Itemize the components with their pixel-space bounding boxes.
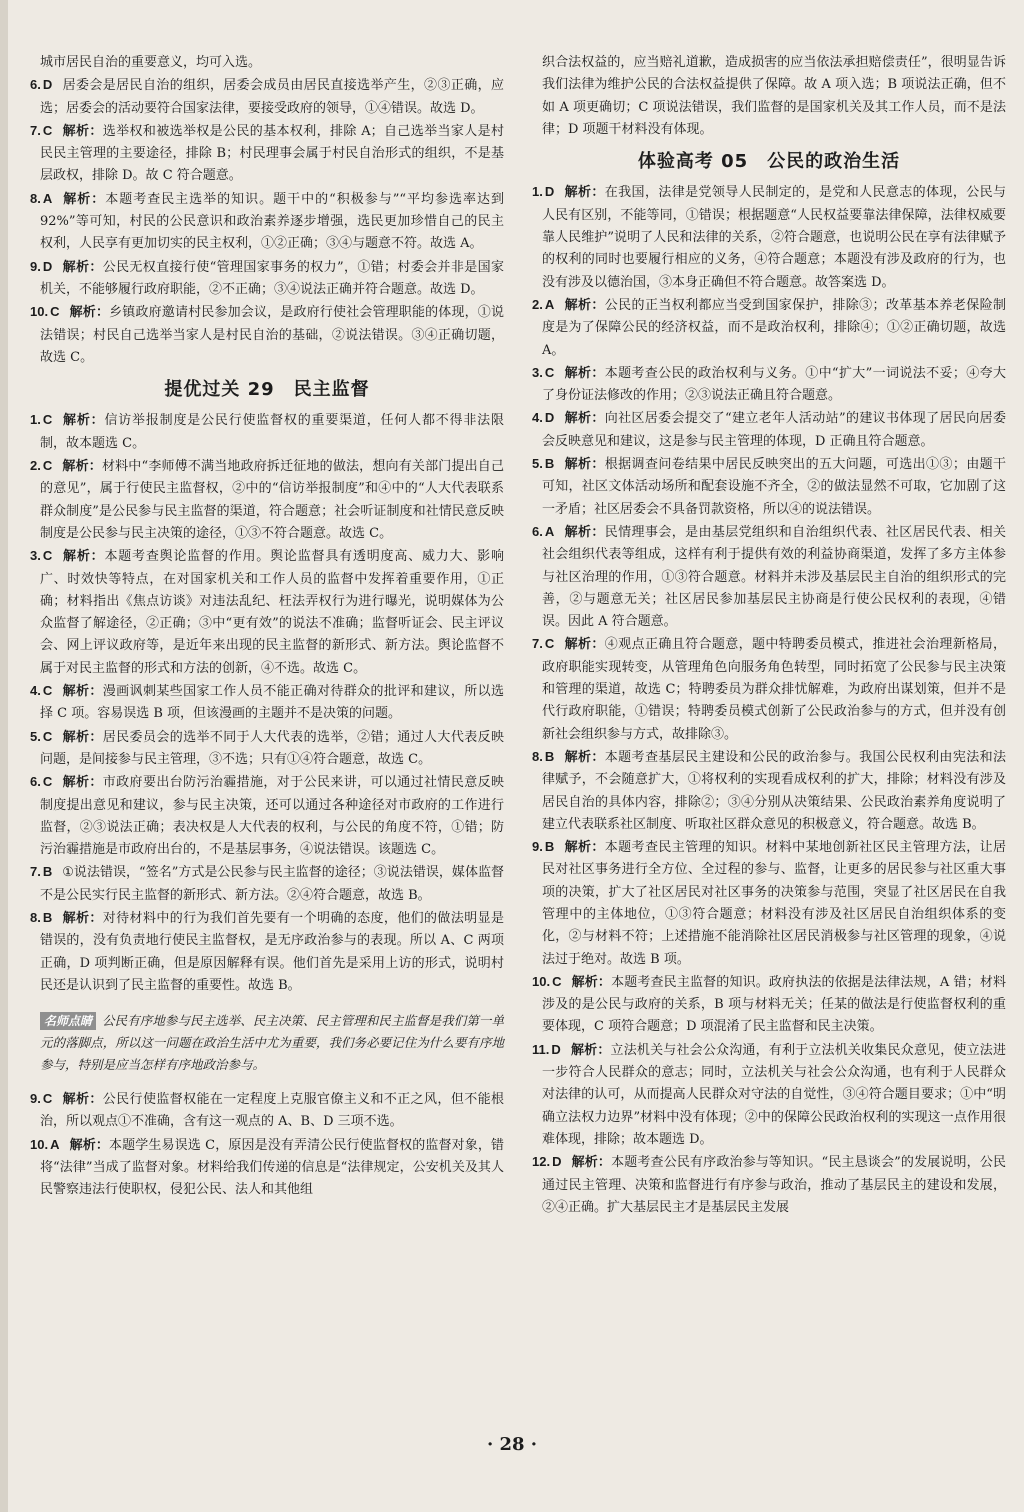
analysis-label: 解析：	[62, 549, 105, 565]
analysis-text: 本题考查民主监督的知识。政府执法的依据是法律法规，A 错；材料涉及的是公民与政府的关系，B 项与材料无关；任某的做法是行使监督权利的重要体现，C 项符合题意；D 项混淆了民主监督和民主决策。	[542, 974, 1006, 1035]
analysis-text: 本题考查民主管理的知识。材料中某地创新社区民主管理方法，让居民对社区事务进行全方位、全过程的参与、监督，让更多的居民参与社区重大事项的决策，扩大了社区居民对社区事务的决策参与范围，突显了社区居民在自我管理中的主体地位，①③符合题意；材料没有涉及社区居民自治组织体系的变化，②与材料不符；上述措施不能消除社区居民消极参与社区管理的现象，④说法过于绝对。故选 B 项。	[542, 840, 1006, 967]
analysis-text: 信访举报制度是公民行使监督权的重要渠道，任何人都不得非法限制，故本题选 C。	[40, 413, 504, 451]
answer-letter: D	[42, 77, 53, 93]
analysis-text: 民情理事会，是由基层党组织和自治组织代表、社区居民代表、相关社会组织代表等组成，这样有利于提供有效的利益协商渠道，发挥了多方主体参与社区治理的作用，①③符合题意。材料并未涉及基层民主自治的组织形式的完善，②与题意无关；社区居民参加基层民主协商是行使公民权利的表现，④错误。因此 A 符合题意。	[542, 524, 1006, 630]
teacher-tip	[30, 1010, 504, 1076]
answer-item	[30, 907, 504, 997]
item-number: 2.	[30, 458, 41, 474]
right-column	[532, 52, 1006, 1219]
analysis-label: 解析：	[571, 974, 612, 990]
section-title: 提优过关 29 民主监督	[164, 379, 370, 401]
answer-item	[532, 181, 1006, 293]
analysis-label: 解析：	[62, 459, 102, 475]
analysis-label: 解析：	[564, 840, 605, 856]
answer-letter: A	[544, 296, 555, 312]
answer-letter: D	[544, 184, 555, 200]
answer-letter: A	[42, 190, 53, 206]
analysis-label: 解析：	[564, 749, 605, 765]
analysis-label: 解析：	[62, 413, 105, 429]
answer-item	[30, 545, 504, 680]
binding-edge	[0, 0, 8, 1512]
left-column	[30, 52, 504, 1202]
analysis-label: 解析：	[62, 191, 106, 207]
item-number: 11.	[532, 1041, 550, 1057]
item-number: 7.	[532, 636, 543, 652]
answer-letter: C	[42, 683, 53, 699]
answer-item	[532, 971, 1006, 1039]
analysis-text: 居民委员会的选举不同于人大代表的选举，②错；通过人大代表反映问题，是间接参与民主管理，③不选；只有①④符合题意，故选 C。	[40, 729, 504, 767]
analysis-text: 漫画讽刺某些国家工作人员不能正确对待群众的批评和建议，所以选择 C 项。容易误选 B 项，但该漫画的主题并不是决策的问题。	[40, 684, 504, 722]
analysis-label: 解析：	[62, 910, 103, 926]
analysis-text: 市政府要出台防污治霾措施，对于公民来讲，可以通过社情民意反映制度提出意见和建议，参与民主决策，还可以通过各种途径对市政府的工作进行监督，②③说法正确；表决权是人大代表的权利，与公民的角度不符，①错；防污治霾措施是市政府出台的，不是基层事务，④说法错误。该题选 C。	[40, 775, 504, 858]
analysis-label: 解析：	[564, 637, 605, 653]
analysis-text: 居委会是居民自治的组织，居委会成员由居民直接选举产生，②③正确，应选；居委会的活动要符合国家法律，要接受政府的领导，①④错误。故选 D。	[40, 78, 504, 116]
analysis-label: 解析：	[62, 1092, 103, 1108]
analysis-text: 选举权和被选举权是公民的基本权利，排除 A；自己选举当家人是村民民主管理的主要途径，排除 B；村民理事会属于村民自治形式的组织，不是基层政权，排除 D。故 C 符合题意。	[40, 123, 504, 184]
item-number: 9.	[30, 1091, 41, 1107]
analysis-label: 解析：	[69, 1137, 109, 1153]
item-number: 1.	[532, 184, 543, 200]
answer-letter: B	[42, 864, 53, 880]
analysis-text: 根据调查问卷结果中居民反映突出的五大问题，可选出①③；由题干可知，社区文体活动场所和配套设施不齐全，②的做法显然不可取，它加剧了这一矛盾；社区居委会不具备罚款资格，所以④的说法错误。	[542, 457, 1006, 517]
item-number: 5.	[30, 728, 41, 744]
analysis-text: 乡镇政府邀请村民参加会议，是政府行使社会管理职能的体现，①说法错误；村民自己选举当家人是村民自治的基础，②说法错误。③④正确切题，故选 C。	[40, 305, 504, 365]
answer-letter: B	[544, 456, 555, 472]
answer-item	[532, 746, 1006, 836]
item-number: 3.	[30, 548, 41, 564]
item-number: 7.	[30, 122, 41, 138]
analysis-text: 本题考查基层民主建设和公民的政治参与。我国公民权利由宪法和法律赋予，不会随意扩大，①将权利的实现看成权利的扩大，排除；材料没有涉及居民自治的具体内容，排除②；③④分别从决策结果、公民政治素养角度说明了建立代表联系社区制度、听取社区群众意见的积极意义，符合题意。故选 B。	[542, 749, 1006, 832]
answer-letter: B	[544, 748, 555, 764]
analysis-label: 解析：	[571, 1155, 612, 1171]
analysis-label: 解析：	[62, 729, 103, 745]
analysis-label: 解析：	[62, 775, 103, 791]
answer-item	[532, 362, 1006, 408]
answer-item	[30, 409, 504, 455]
item-number: 2.	[532, 296, 543, 312]
analysis-text: 本题学生易误选 C，原因是没有弄清公民行使监督权的监督对象，错将“法律”当成了监督对象。材料给我们传递的信息是“法律规定，公安机关及其人民警察违法行使职权，侵犯公民、法人和其他组	[40, 1137, 504, 1198]
analysis-text: 公民的正当权利都应当受到国家保护，排除③；改革基本养老保险制度是为了保障公民的经济权益，而不是政治权利，排除④；①②正确切题，故选 A。	[542, 297, 1006, 358]
continued-text: 织合法权益的，应当赔礼道歉，造成损害的应当依法承担赔偿责任”，很明显告诉我们法律为维护公民的合法权益提供了保障。故 A 项入选；B 项说法正确，但不如 A 项更确切；C 项说法错误，我们监督的是国家机关及其工作人员，而不是法律；D 项题干材料没有体现。	[542, 55, 1006, 137]
tip-text: 公民有序地参与民主选举、民主决策、民主管理和民主监督是我们第一单元的落脚点，所以这一问题在政治生活中尤为重要，我们务必要记住为什么要有序地参与，特别是应当怎样有序地政治参与。	[40, 1012, 504, 1072]
answer-item	[30, 455, 504, 545]
analysis-text: 在我国，法律是党领导人民制定的，是党和人民意志的体现，公民与人民有区别，不能等同，①错误；根据题意“人民权益要靠法律保障，法律权威要靠人民维护”说明了人民和法律的关系，②符合题意，也说明公民在享有法律赋予的权利的同时也要履行相应的义务，④符合题意；本题没有涉及政府的行为，也没有涉及以德治国，③本身正确但不符合题意。故答案选 D。	[542, 185, 1006, 290]
answer-item	[532, 836, 1006, 971]
answer-item	[30, 861, 504, 907]
answer-letter: C	[50, 304, 60, 320]
item-number: 12.	[532, 1154, 551, 1170]
item-number: 9.	[532, 839, 543, 855]
analysis-label: 解析：	[564, 185, 605, 201]
answer-item	[30, 120, 504, 188]
answer-item	[30, 188, 504, 256]
item-number: 3.	[532, 364, 543, 380]
answer-item	[532, 407, 1006, 453]
section-title: 体验高考 05 公民的政治生活	[637, 151, 901, 173]
analysis-label: 解析：	[564, 365, 605, 381]
item-number: 8.	[30, 190, 41, 206]
item-number: 10.	[532, 973, 551, 989]
item-number: 6.	[30, 77, 41, 93]
answer-letter: A	[50, 1136, 60, 1152]
answer-letter: C	[544, 636, 555, 652]
answer-item	[30, 256, 504, 302]
answer-item	[532, 1151, 1006, 1219]
item-number: 5.	[532, 456, 543, 472]
analysis-text: ④观点正确且符合题意，题中特聘委员模式，推进社会治理新格局，政府职能实现转变，从管理角色向服务角色转型，同时拓宽了公民参与民主决策和管理的渠道，故选 C；特聘委员为群众排忧解难，为政府出谋划策，但并不是代行政府职能，①错误；特聘委员模式创新了公民政治参与的方式，但并没有创新社会组织参与方式，故排除③。	[542, 637, 1006, 742]
analysis-label: 解析：	[564, 297, 605, 313]
answer-item	[30, 680, 504, 726]
analysis-label: 解析：	[564, 411, 605, 427]
analysis-label: 解析：	[564, 457, 605, 473]
item-number: 6.	[532, 523, 543, 539]
item-number: 8.	[532, 748, 543, 764]
analysis-text: 向社区居委会提交了“建立老年人活动站”的建议书体现了居民向居委会反映意见和建议，这是参与民主管理的体现，D 正确且符合题意。	[542, 411, 1006, 449]
answer-letter: B	[42, 909, 53, 925]
page-number: · 28 ·	[486, 1434, 538, 1455]
analysis-label: 解析：	[62, 259, 103, 275]
analysis-text: ①说法错误，“签名”方式是公民参与民主监督的途径；③说法错误，媒体监督不是公民实行民主监督的新形式、新方法。②④符合题意，故选 B。	[40, 865, 504, 903]
answer-letter: D	[544, 410, 555, 426]
answer-item	[30, 1088, 504, 1134]
answer-letter: B	[544, 839, 555, 855]
answer-letter: C	[552, 973, 562, 989]
item-number: 10.	[30, 304, 49, 320]
analysis-label: 解析：	[564, 524, 605, 540]
answer-letter: D	[552, 1154, 562, 1170]
answer-letter: C	[42, 1091, 53, 1107]
answer-letter: C	[42, 122, 53, 138]
analysis-text: 材料中“李师傅不满当地政府拆迁征地的做法，想向有关部门提出自己的意见”，属于行使民主监督权，②中的“信访举报制度”和④中的“人大代表联系群众制度”是公民参与民主监督的渠道，符合题意；社会听证制度和社情民意反映制度是公民参与民主决策的途径，①③不符合题意。故选 C。	[40, 459, 504, 541]
analysis-text: 公民无权直接行使“管理国家事务的权力”，①错；村委会并非是国家机关，不能够履行政府职能，②不正确；③④说法正确并符合题意。故选 D。	[40, 259, 504, 297]
answer-item	[30, 301, 504, 369]
answer-letter: D	[42, 258, 53, 274]
item-number: 1.	[30, 412, 41, 428]
answer-letter: D	[551, 1041, 561, 1057]
analysis-text: 对待材料中的行为我们首先要有一个明确的态度，他们的做法明显是错误的，没有负责地行使民主监督权，是无序政治参与的表现。所以 A、C 两项正确，D 项判断正确，但是原因解释有误。他们首先是采用上访的形式，说明村民还是认识到了民主监督的重要性。故选 B。	[40, 910, 504, 993]
item-number: 6.	[30, 774, 41, 790]
item-number: 8.	[30, 909, 41, 925]
analysis-text: 本题考查民主选举的知识。题干中的“积极参与”“平均参选率达到 92%”等可知，村民的公民意识和政治素养逐步增强，选民更加珍惜自己的民主权利，人民享有更加切实的民主权利，①②正确；③④与题意不符。故选 A。	[40, 191, 504, 252]
analysis-label: 解析：	[69, 305, 110, 321]
answer-item	[30, 726, 504, 772]
answer-item	[532, 521, 1006, 633]
item-number: 4.	[30, 683, 41, 699]
analysis-label: 解析：	[62, 123, 103, 139]
answer-letter: C	[42, 728, 53, 744]
item-number: 7.	[30, 864, 41, 880]
analysis-label: 解析：	[570, 1042, 611, 1058]
answer-letter: C	[42, 548, 53, 564]
answer-letter: A	[544, 523, 555, 539]
analysis-text: 本题考查公民有序政治参与等知识。“民主恳谈会”的发展说明，公民通过民主管理、决策和监督进行有序参与政治，推动了基层民主的建设和发展，②④正确。扩大基层民主才是基层民主发展	[542, 1155, 1006, 1215]
item-number: 4.	[532, 410, 543, 426]
item-number: 10.	[30, 1136, 49, 1152]
item-number: 9.	[30, 258, 41, 274]
answer-item	[532, 1039, 1006, 1151]
analysis-label: 解析：	[62, 684, 103, 700]
analysis-text: 本题考查舆论监督的作用。舆论监督具有透明度高、威力大、影响广、时效快等特点，在对国家机关和工作人员的监督中发挥着重要作用，①正确；材料指出《焦点访谈》对违法乱纪、枉法弄权行为进行曝光，说明媒体为公众监督了解途径，②正确；③中“更有效”的说法不准确；监督听证会、民主评议会、网上评议政府等，是近年来出现的民主监督的新形式、新方法。舆论监督不属于对民主监督的形式和方法的创新，④不选。故选 C。	[40, 549, 504, 676]
analysis-text: 立法机关与社会公众沟通，有利于立法机关收集民众意见，使立法进一步符合人民群众的意志；同时，立法机关与社会公众沟通，也有利于人民群众对法律的认可，从而提高人民群众对守法的自觉性，③④符合题目要求；①中“明确立法权力边界”材料中没有体现；②中的保障公民政治权利的实现这一点作用很难体现，排除；故本题选 D。	[542, 1042, 1006, 1147]
answer-letter: C	[42, 458, 53, 474]
answer-item	[30, 1134, 504, 1202]
answer-item	[532, 453, 1006, 521]
answer-item	[30, 771, 504, 861]
analysis-text: 本题考查公民的政治权利与义务。①中“扩大”一词说法不妥；④夸大了身份证法修改的作用；②③说法正确且符合题意。	[542, 365, 1006, 404]
tip-label: 名师点睛	[40, 1012, 96, 1030]
answer-letter: C	[544, 364, 555, 380]
continued-text: 城市居民自治的重要意义，均可入选。	[40, 55, 262, 70]
answer-letter: C	[42, 412, 53, 428]
answer-item	[30, 74, 504, 120]
answer-item	[532, 294, 1006, 362]
analysis-text: 公民行使监督权能在一定程度上克服官僚主义和不正之风，但不能根治，所以观点①不准确，含有这一观点的 A、B、D 三项不选。	[40, 1092, 504, 1130]
answer-item	[532, 633, 1006, 745]
answer-letter: C	[42, 774, 53, 790]
